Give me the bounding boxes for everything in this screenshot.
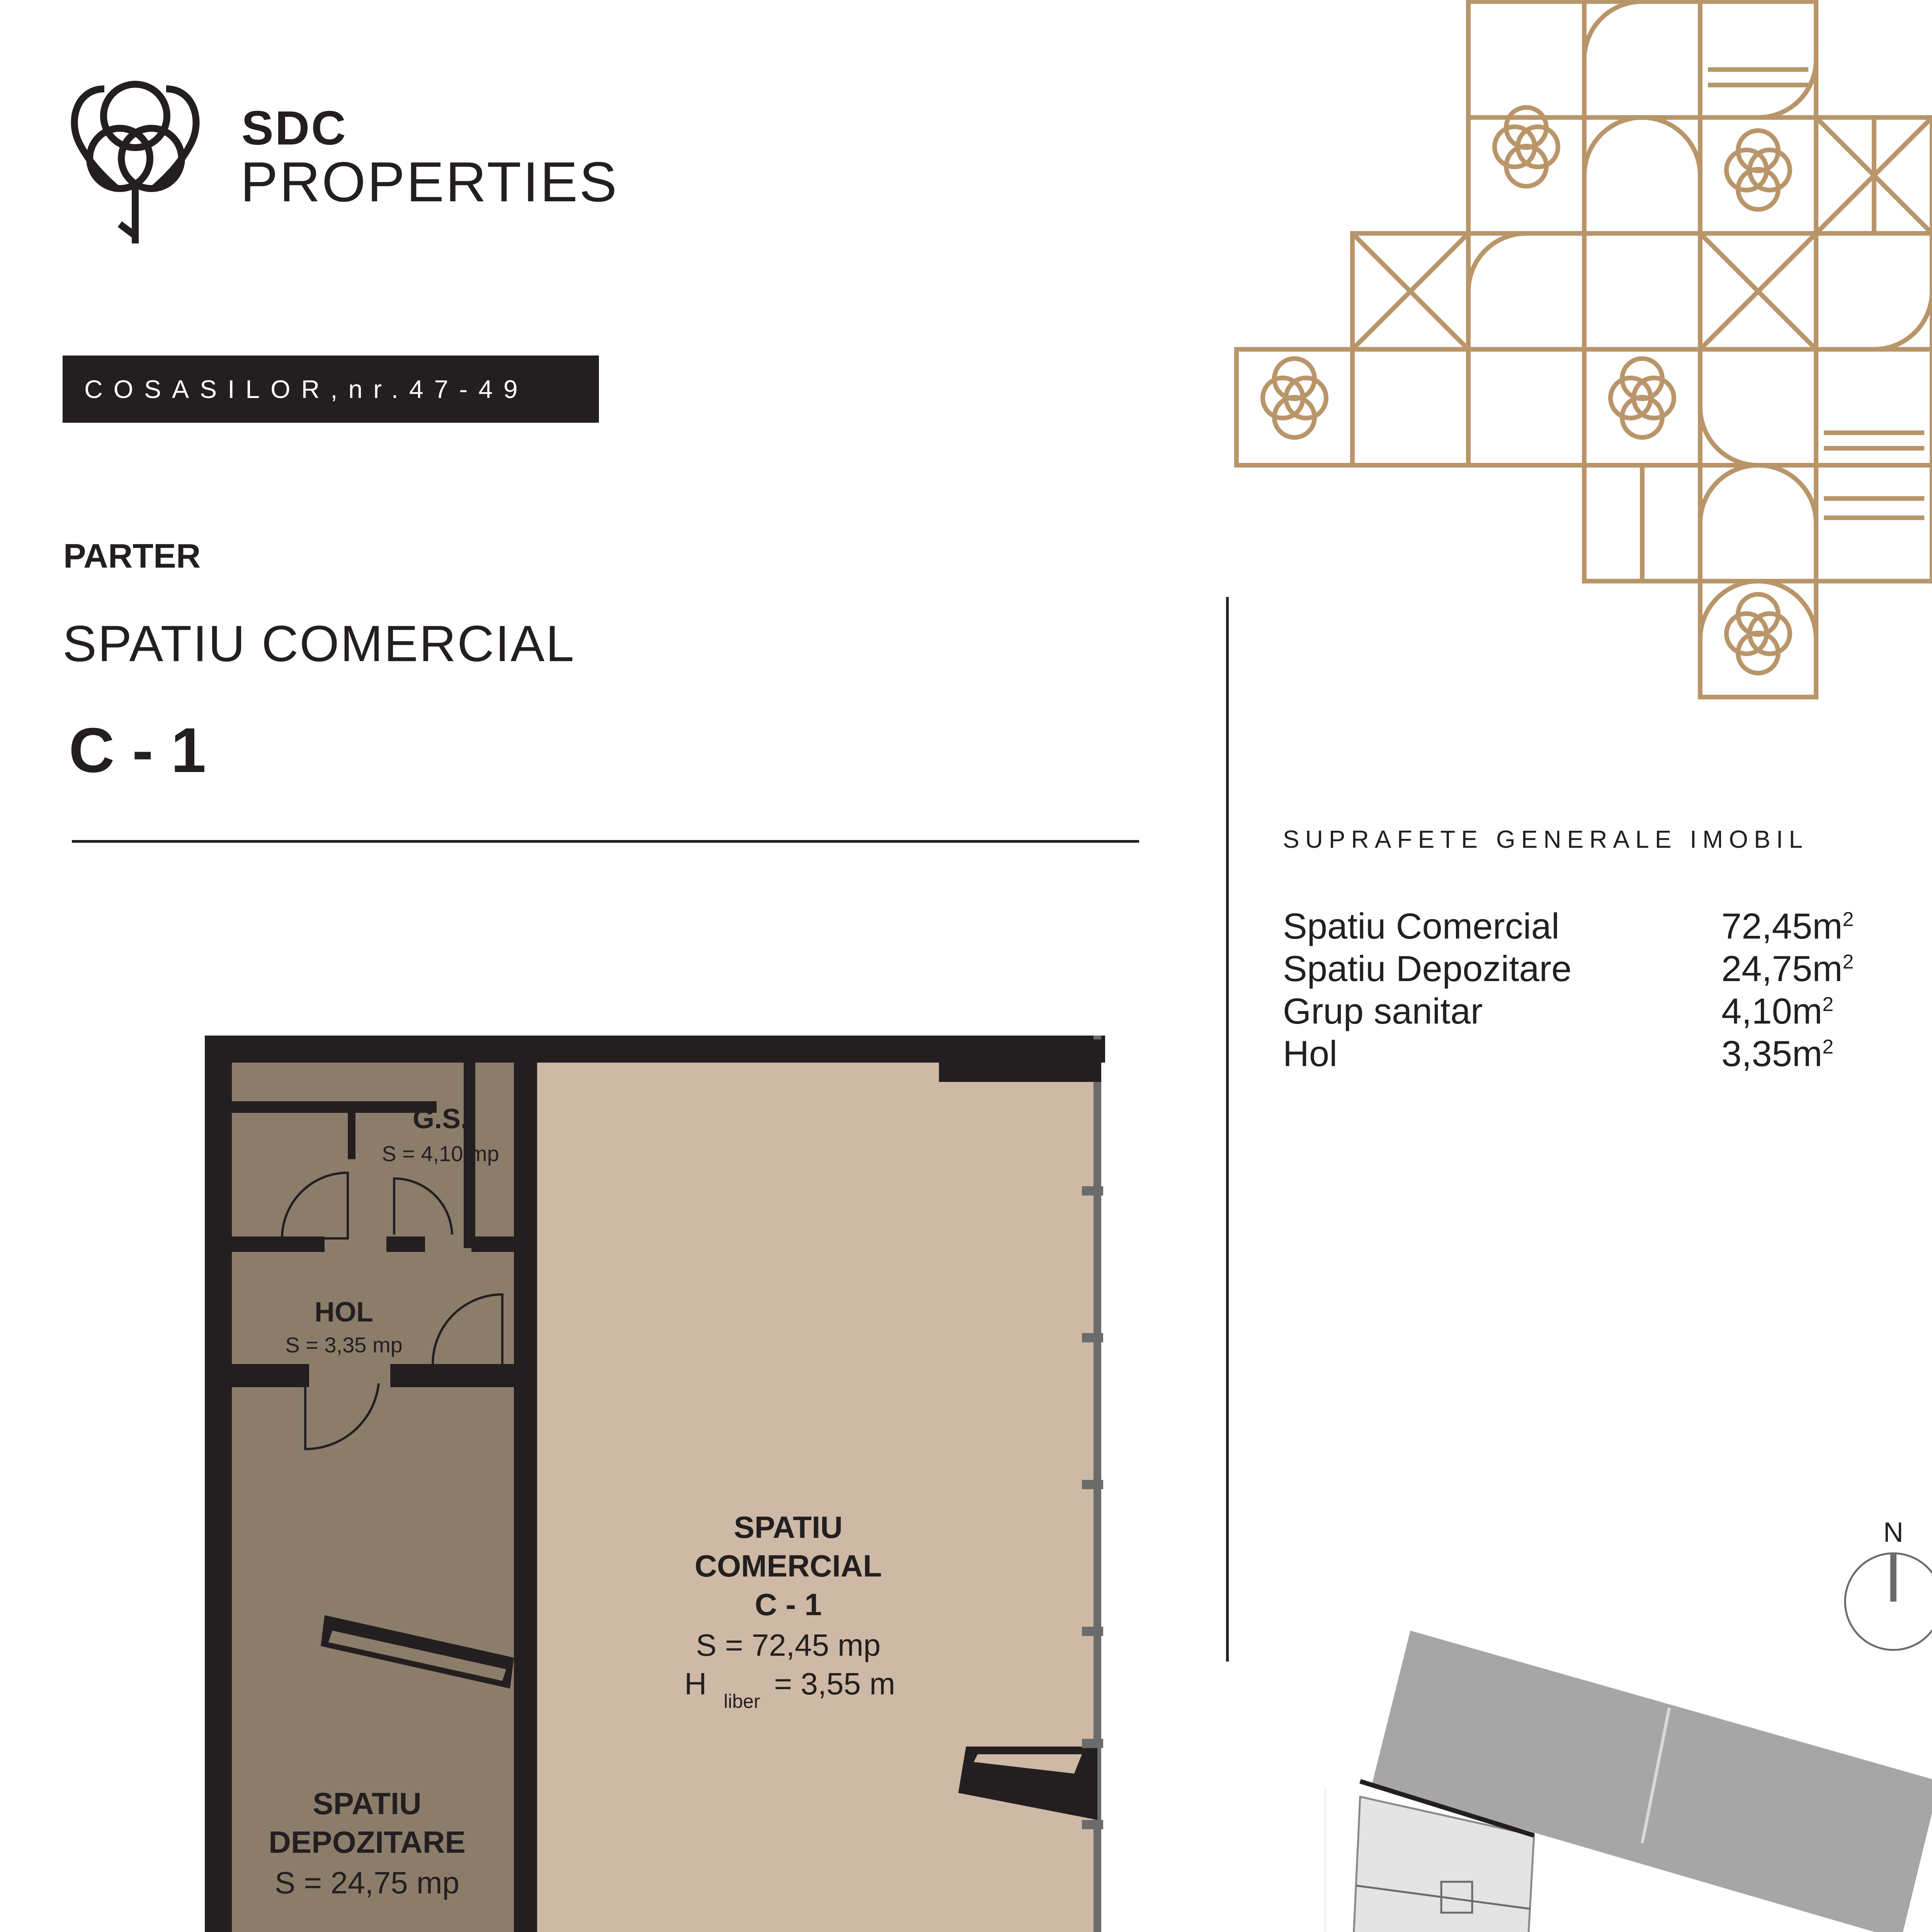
height-value: = 3,55 m <box>774 1667 895 1701</box>
summary-label: Grup sanitar <box>1283 991 1483 1031</box>
divider-horizontal <box>72 840 1139 843</box>
hol-label: HOL <box>315 1297 373 1328</box>
level-label: PARTER <box>63 537 201 575</box>
brand-name: SDC <box>242 102 347 155</box>
space-type: SPATIU COMERCIAL <box>63 615 575 672</box>
summary-label: Spatiu Comercial <box>1283 906 1560 946</box>
gs-label: G.S. <box>412 1104 469 1134</box>
brand-subtitle: PROPERTIES <box>240 150 619 213</box>
summary-label: Spatiu Depozitare <box>1283 948 1572 989</box>
commercial-label-1: SPATIU <box>734 1510 843 1544</box>
commercial-label-2: COMERCIAL <box>694 1549 882 1583</box>
tree-logo-icon <box>62 70 209 247</box>
gs-area: S = 4,10 mp <box>382 1141 499 1166</box>
height-label: H <box>684 1667 707 1701</box>
decorative-pattern <box>1233 0 1932 699</box>
hol-area: S = 3,35 mp <box>285 1333 403 1357</box>
storage-label-2: DEPOZITARE <box>269 1825 466 1859</box>
summary-label: Hol <box>1283 1033 1338 1074</box>
floor-plan <box>193 1024 1121 1932</box>
storage-area-label: S = 24,75 mp <box>274 1866 460 1900</box>
summary-value: $72,45m^2$ <box>1721 906 1854 946</box>
summary-value: $4,10m^2$ <box>1721 991 1834 1031</box>
summary-title: SUPRAFETE GENERALE IMOBIL <box>1283 825 1809 853</box>
summary-value: $24,75m^2$ <box>1721 948 1854 989</box>
svg-text:N: N <box>1883 1517 1903 1548</box>
unit-title: C - 1 <box>69 715 206 786</box>
summary-value: $3,35m^2$ <box>1721 1033 1834 1074</box>
site-key-plan <box>1287 1615 1932 1932</box>
address-badge: COSASILOR,nr.47-49 <box>63 355 599 423</box>
storage-label-1: SPATIU <box>313 1786 422 1821</box>
commercial-label-3: C - 1 <box>755 1587 822 1622</box>
divider-vertical <box>1226 597 1229 1662</box>
height-sub: liber <box>723 1690 760 1712</box>
commercial-area-label: S = 72,45 mp <box>696 1628 881 1662</box>
